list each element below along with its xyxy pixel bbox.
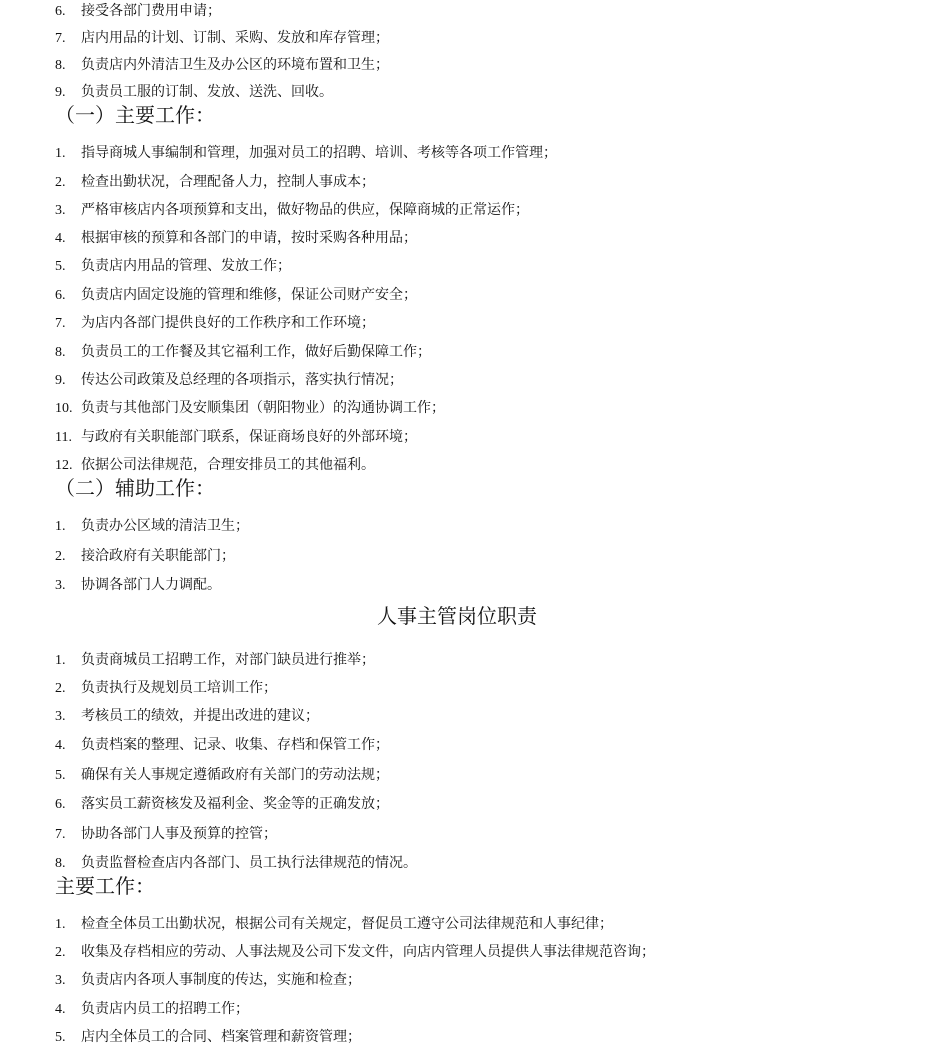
item-text: 负责店内外清洁卫生及办公区的环境布置和卫生； [81, 57, 389, 73]
list-item [55, 29, 389, 48]
list-item [55, 201, 529, 220]
item-number: 9. [55, 85, 66, 100]
list-item [55, 314, 375, 333]
item-text: 负责店内员工的招聘工作； [81, 1001, 249, 1017]
list-item [55, 257, 291, 276]
item-number: 7. [55, 827, 66, 842]
item-text: 收集及存档相应的劳动、人事法规及公司下发文件，向店内管理人员提供人事法律规范咨询； [81, 944, 655, 960]
item-number: 2. [55, 681, 66, 696]
item-number: 2. [55, 549, 66, 564]
list-item [55, 736, 389, 755]
item-text: 确保有关人事规定遵循政府有关部门的劳动法规； [81, 767, 389, 783]
list-item [55, 1000, 249, 1019]
item-text: 负责员工服的订制、发放、送洗、回收。 [81, 84, 333, 100]
list-item [55, 286, 417, 305]
item-number: 1. [55, 519, 66, 534]
item-text: 负责办公区域的清洁卫生； [81, 518, 249, 534]
item-number: 4. [55, 1002, 66, 1017]
item-number: 7. [55, 316, 66, 331]
item-number: 1. [55, 917, 66, 932]
item-text: 负责商城员工招聘工作，对部门缺员进行推举； [81, 652, 375, 668]
list-item [55, 371, 403, 390]
list-item [55, 825, 277, 844]
item-text: 根据审核的预算和各部门的申请，按时采购各种用品； [81, 230, 417, 246]
item-number: 5. [55, 259, 66, 274]
list-item [55, 795, 389, 814]
list-item [55, 766, 389, 785]
item-text: 传达公司政策及总经理的各项指示，落实执行情况； [81, 372, 403, 388]
item-text: 考核员工的绩效，并提出改进的建议； [81, 708, 319, 724]
item-number: 7. [55, 31, 66, 46]
item-text: 指导商城人事编制和管理，加强对员工的招聘、培训、考核等各项工作管理； [81, 145, 557, 161]
item-text: 负责执行及规划员工培训工作； [81, 680, 277, 696]
item-text: 负责店内各项人事制度的传达，实施和检查； [81, 972, 361, 988]
item-number: 12. [55, 458, 73, 473]
item-number: 10. [55, 401, 73, 416]
item-text: 接受各部门费用申请； [81, 3, 221, 19]
item-number: 1. [55, 653, 66, 668]
item-number: 2. [55, 945, 66, 960]
list-item [55, 1028, 361, 1047]
list-item [55, 2, 221, 21]
item-text: 负责档案的整理、记录、收集、存档和保管工作； [81, 737, 389, 753]
section-heading-aux-duties: （二）辅助工作： [55, 476, 215, 500]
list-item [55, 56, 389, 75]
item-number: 6. [55, 288, 66, 303]
list-item [55, 428, 417, 447]
list-item [55, 707, 319, 726]
list-item [55, 576, 221, 595]
item-text: 店内用品的计划、订制、采购、发放和库存管理； [81, 30, 389, 46]
item-text: 负责与其他部门及安顺集团（朝阳物业）的沟通协调工作； [81, 400, 445, 416]
item-number: 5. [55, 768, 66, 783]
list-item [55, 915, 613, 934]
item-text: 负责员工的工作餐及其它福利工作，做好后勤保障工作； [81, 344, 431, 360]
item-number: 11. [55, 430, 72, 445]
list-item [55, 971, 361, 990]
item-text: 落实员工薪资核发及福利金、奖金等的正确发放； [81, 796, 389, 812]
list-item [55, 399, 445, 418]
item-number: 4. [55, 738, 66, 753]
item-number: 6. [55, 4, 66, 19]
item-number: 3. [55, 709, 66, 724]
list-item [55, 679, 277, 698]
item-text: 负责店内固定设施的管理和维修，保证公司财产安全； [81, 287, 417, 303]
list-item [55, 343, 431, 362]
list-item [55, 943, 655, 962]
list-item [55, 144, 557, 163]
item-text: 负责店内用品的管理、发放工作； [81, 258, 291, 274]
item-number: 4. [55, 231, 66, 246]
item-number: 1. [55, 146, 66, 161]
list-item [55, 854, 417, 873]
item-text: 协助各部门人事及预算的控管； [81, 826, 277, 842]
item-number: 8. [55, 345, 66, 360]
item-number: 8. [55, 58, 66, 73]
item-number: 8. [55, 856, 66, 871]
item-number: 3. [55, 203, 66, 218]
list-item [55, 456, 375, 475]
list-item [55, 547, 235, 566]
item-number: 5. [55, 1030, 66, 1045]
item-text: 协调各部门人力调配。 [81, 577, 221, 593]
item-text: 店内全体员工的合同、档案管理和薪资管理； [81, 1029, 361, 1045]
item-text: 依据公司法律规范，合理安排员工的其他福利。 [81, 457, 375, 473]
item-number: 2. [55, 175, 66, 190]
item-text: 检查出勤状况，合理配备人力，控制人事成本； [81, 174, 375, 190]
section-heading-main-duties-2: 主要工作： [55, 874, 155, 898]
section-title: 人事主管岗位职责 [377, 604, 537, 628]
item-text: 与政府有关职能部门联系，保证商场良好的外部环境； [81, 429, 417, 445]
item-text: 接洽政府有关职能部门； [81, 548, 235, 564]
item-number: 9. [55, 373, 66, 388]
item-number: 3. [55, 973, 66, 988]
section-heading-main-duties: （一）主要工作： [55, 103, 215, 127]
list-item [55, 651, 375, 670]
item-text: 严格审核店内各项预算和支出，做好物品的供应，保障商城的正常运作； [81, 202, 529, 218]
list-item [55, 173, 375, 192]
list-item [55, 229, 417, 248]
item-text: 为店内各部门提供良好的工作秩序和工作环境； [81, 315, 375, 331]
item-text: 检查全体员工出勤状况，根据公司有关规定，督促员工遵守公司法律规范和人事纪律； [81, 916, 613, 932]
item-number: 6. [55, 797, 66, 812]
item-text: 负责监督检查店内各部门、员工执行法律规范的情况。 [81, 855, 417, 871]
list-item [55, 83, 333, 102]
item-number: 3. [55, 578, 66, 593]
list-item [55, 517, 249, 536]
